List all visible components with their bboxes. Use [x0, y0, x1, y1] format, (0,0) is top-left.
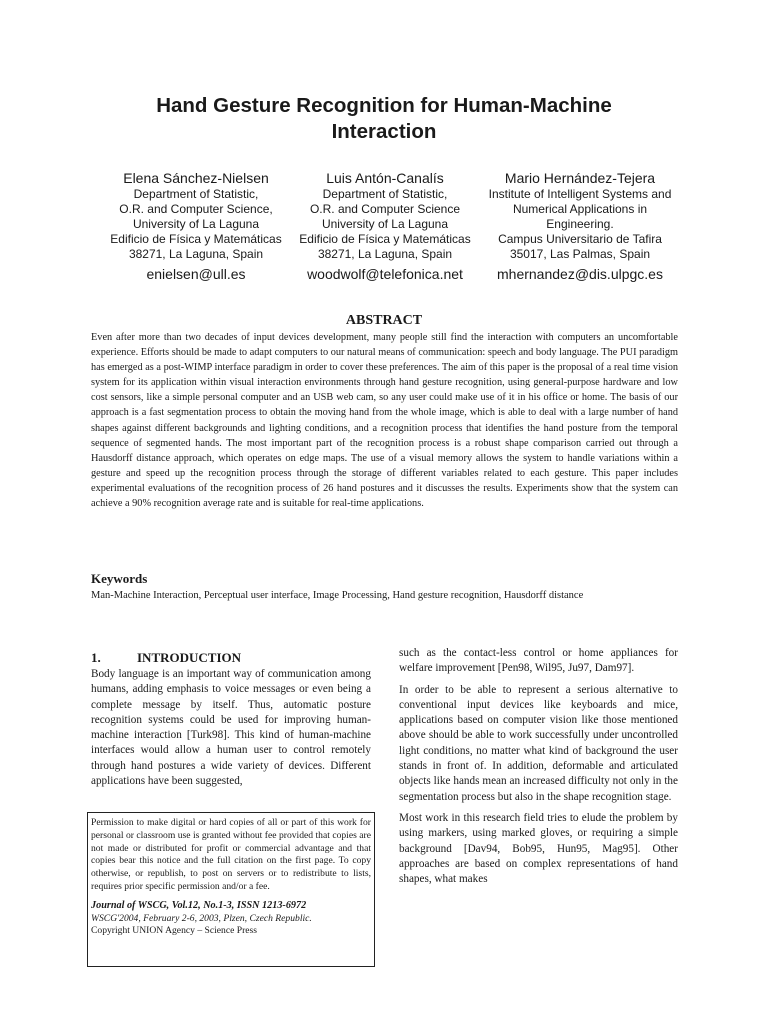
- author-affiliation-line: Department of Statistic,: [133, 187, 259, 201]
- author-email: mhernandez@dis.ulpgc.es: [497, 266, 663, 282]
- conference-line: WSCG'2004, February 2-6, 2003, Plzen, Czech Republic.: [91, 912, 312, 924]
- copyright-permission-box: [87, 812, 375, 967]
- author-affiliation-line: Institute of Intelligent Systems and: [488, 187, 672, 201]
- author-block-2: [283, 169, 487, 284]
- title-line-2: Interaction: [331, 120, 437, 143]
- author-affiliation-line: O.R. and Computer Science,: [119, 202, 273, 216]
- body-paragraph: such as the contact-less control or home appliances for welfare improvement [Pen98, Wil95, Ju97, Dam97].: [399, 647, 678, 675]
- author-affiliation-line: O.R. and Computer Science: [309, 202, 461, 216]
- journal-citation: Journal of WSCG, Vol.12, No.1-3, ISSN 1213-6972: [91, 899, 307, 911]
- author-affiliation-line: Edificio de Física y Matemáticas: [299, 232, 471, 246]
- abstract-heading: ABSTRACT: [345, 313, 423, 328]
- author-email: enielsen@ull.es: [146, 266, 246, 282]
- author-block-1: [94, 169, 298, 284]
- author-affiliation-line: 35017, Las Palmas, Spain: [509, 247, 651, 261]
- author-affiliation-line: Department of Statistic,: [322, 187, 448, 201]
- copyright-line: Copyright UNION Agency – Science Press: [91, 925, 257, 937]
- keywords-text: Man-Machine Interaction, Perceptual user interface, Image Processing, Hand gesture recognition, Hausdorff distance: [91, 590, 584, 601]
- left-column: [91, 667, 371, 795]
- section-heading-introduction: [91, 649, 241, 666]
- author-affiliation-line: Edificio de Física y Matemáticas: [110, 232, 282, 246]
- body-paragraph: Most work in this research field tries to elude the problem by using markers, using marked gloves, or requiring a simple background [Dav94, Bob95, Hun95, Mag95]. Other approaches are based on complex representations of hand shapes, what makes: [399, 811, 678, 886]
- author-affiliation-line: 38271, La Laguna, Spain: [317, 247, 453, 261]
- author-affiliation-line: University of La Laguna: [321, 217, 449, 231]
- paper-title: [60, 93, 708, 145]
- author-affiliation-line: Numerical Applications in: [512, 202, 648, 216]
- body-paragraph: In order to be able to represent a serious alternative to conventional input devices like keyboards and mice, applications based on computer vision like those mentioned above should be able to work successfully under uncontrolled light conditions, no matter what kind of background the user stands in front of. In addition, deformable and articulated objects like hands mean an increased difficulty not only in the segmentation process but also in the shape recognition stage.: [399, 683, 678, 803]
- author-affiliation-line: 38271, La Laguna, Spain: [128, 247, 264, 261]
- keywords-heading: Keywords: [91, 571, 148, 586]
- author-block-3: [474, 169, 686, 284]
- author-name: Luis Antón-Canalís: [326, 170, 444, 186]
- section-number: 1.: [91, 650, 101, 665]
- right-column: [399, 646, 678, 893]
- author-affiliation-line: Engineering.: [546, 217, 614, 231]
- title-line-1: Hand Gesture Recognition for Human-Machine: [156, 94, 612, 117]
- author-name: Elena Sánchez-Nielsen: [123, 170, 269, 186]
- section-title: INTRODUCTION: [137, 650, 242, 665]
- body-paragraph: Body language is an important way of communication among humans, adding emphasis to voice messages or even being a complete message by itself. Thus, automatic posture recognition systems could be used for improving human-machine interaction [Turk98]. This kind of human-machine interfaces would allow a human user to control remotely through hand postures a wide variety of devices. Different applications have been suggested,: [91, 668, 371, 788]
- abstract-text: Even after more than two decades of input devices development, many people still find the interaction with computers an uncomfortable experience. Efforts should be made to adapt computers to our natural means of communication: speech and body language. The PUI paradigm has emerged as a post-WIMP interface paradigm in order to cover these preferences. The aim of this paper is the proposal of a real time vision system for its application within visual interaction environments through hand gesture recognition, using general-purpose hardware and low cost sensors, like a simple personal computer and an USB web cam, so any user could make use of it in his office or home. The basis of our approach is a fast segmentation process to obtain the moving hand from the whole image, which is able to deal with a large number of hand shapes against different backgrounds and lighting conditions, and a recognition process that identifies the hand posture from the temporal sequence of segmented hands. The most important part of the recognition process is a robust shape comparison carried out through a Hausdorff distance approach, which operates on edge maps. The use of a visual memory allows the system to handle variations within a gesture and speed up the recognition process through the storage of different variables related to each gesture. This paper includes experimental evaluations of the recognition process of 26 hand postures and it discusses the results. Experiments show that the system can achieve a 90% recognition average rate and is suitable for real-time applications.: [91, 332, 678, 510]
- author-affiliation-line: Campus Universitario de Tafira: [498, 232, 662, 246]
- author-name: Mario Hernández-Tejera: [504, 170, 656, 186]
- permission-notice: Permission to make digital or hard copies of all or part of this work for personal or classroom use is granted without fee provided that copies are not made or distributed for profit or commercial advantage and that copies bear this notice and the full citation on the first page. To copy otherwise, or republish, to post on servers or to redistribute to lists, requires prior specific permission and/or a fee.: [91, 817, 371, 892]
- author-email: woodwolf@telefonica.net: [307, 266, 463, 282]
- author-affiliation-line: University of La Laguna: [132, 217, 260, 231]
